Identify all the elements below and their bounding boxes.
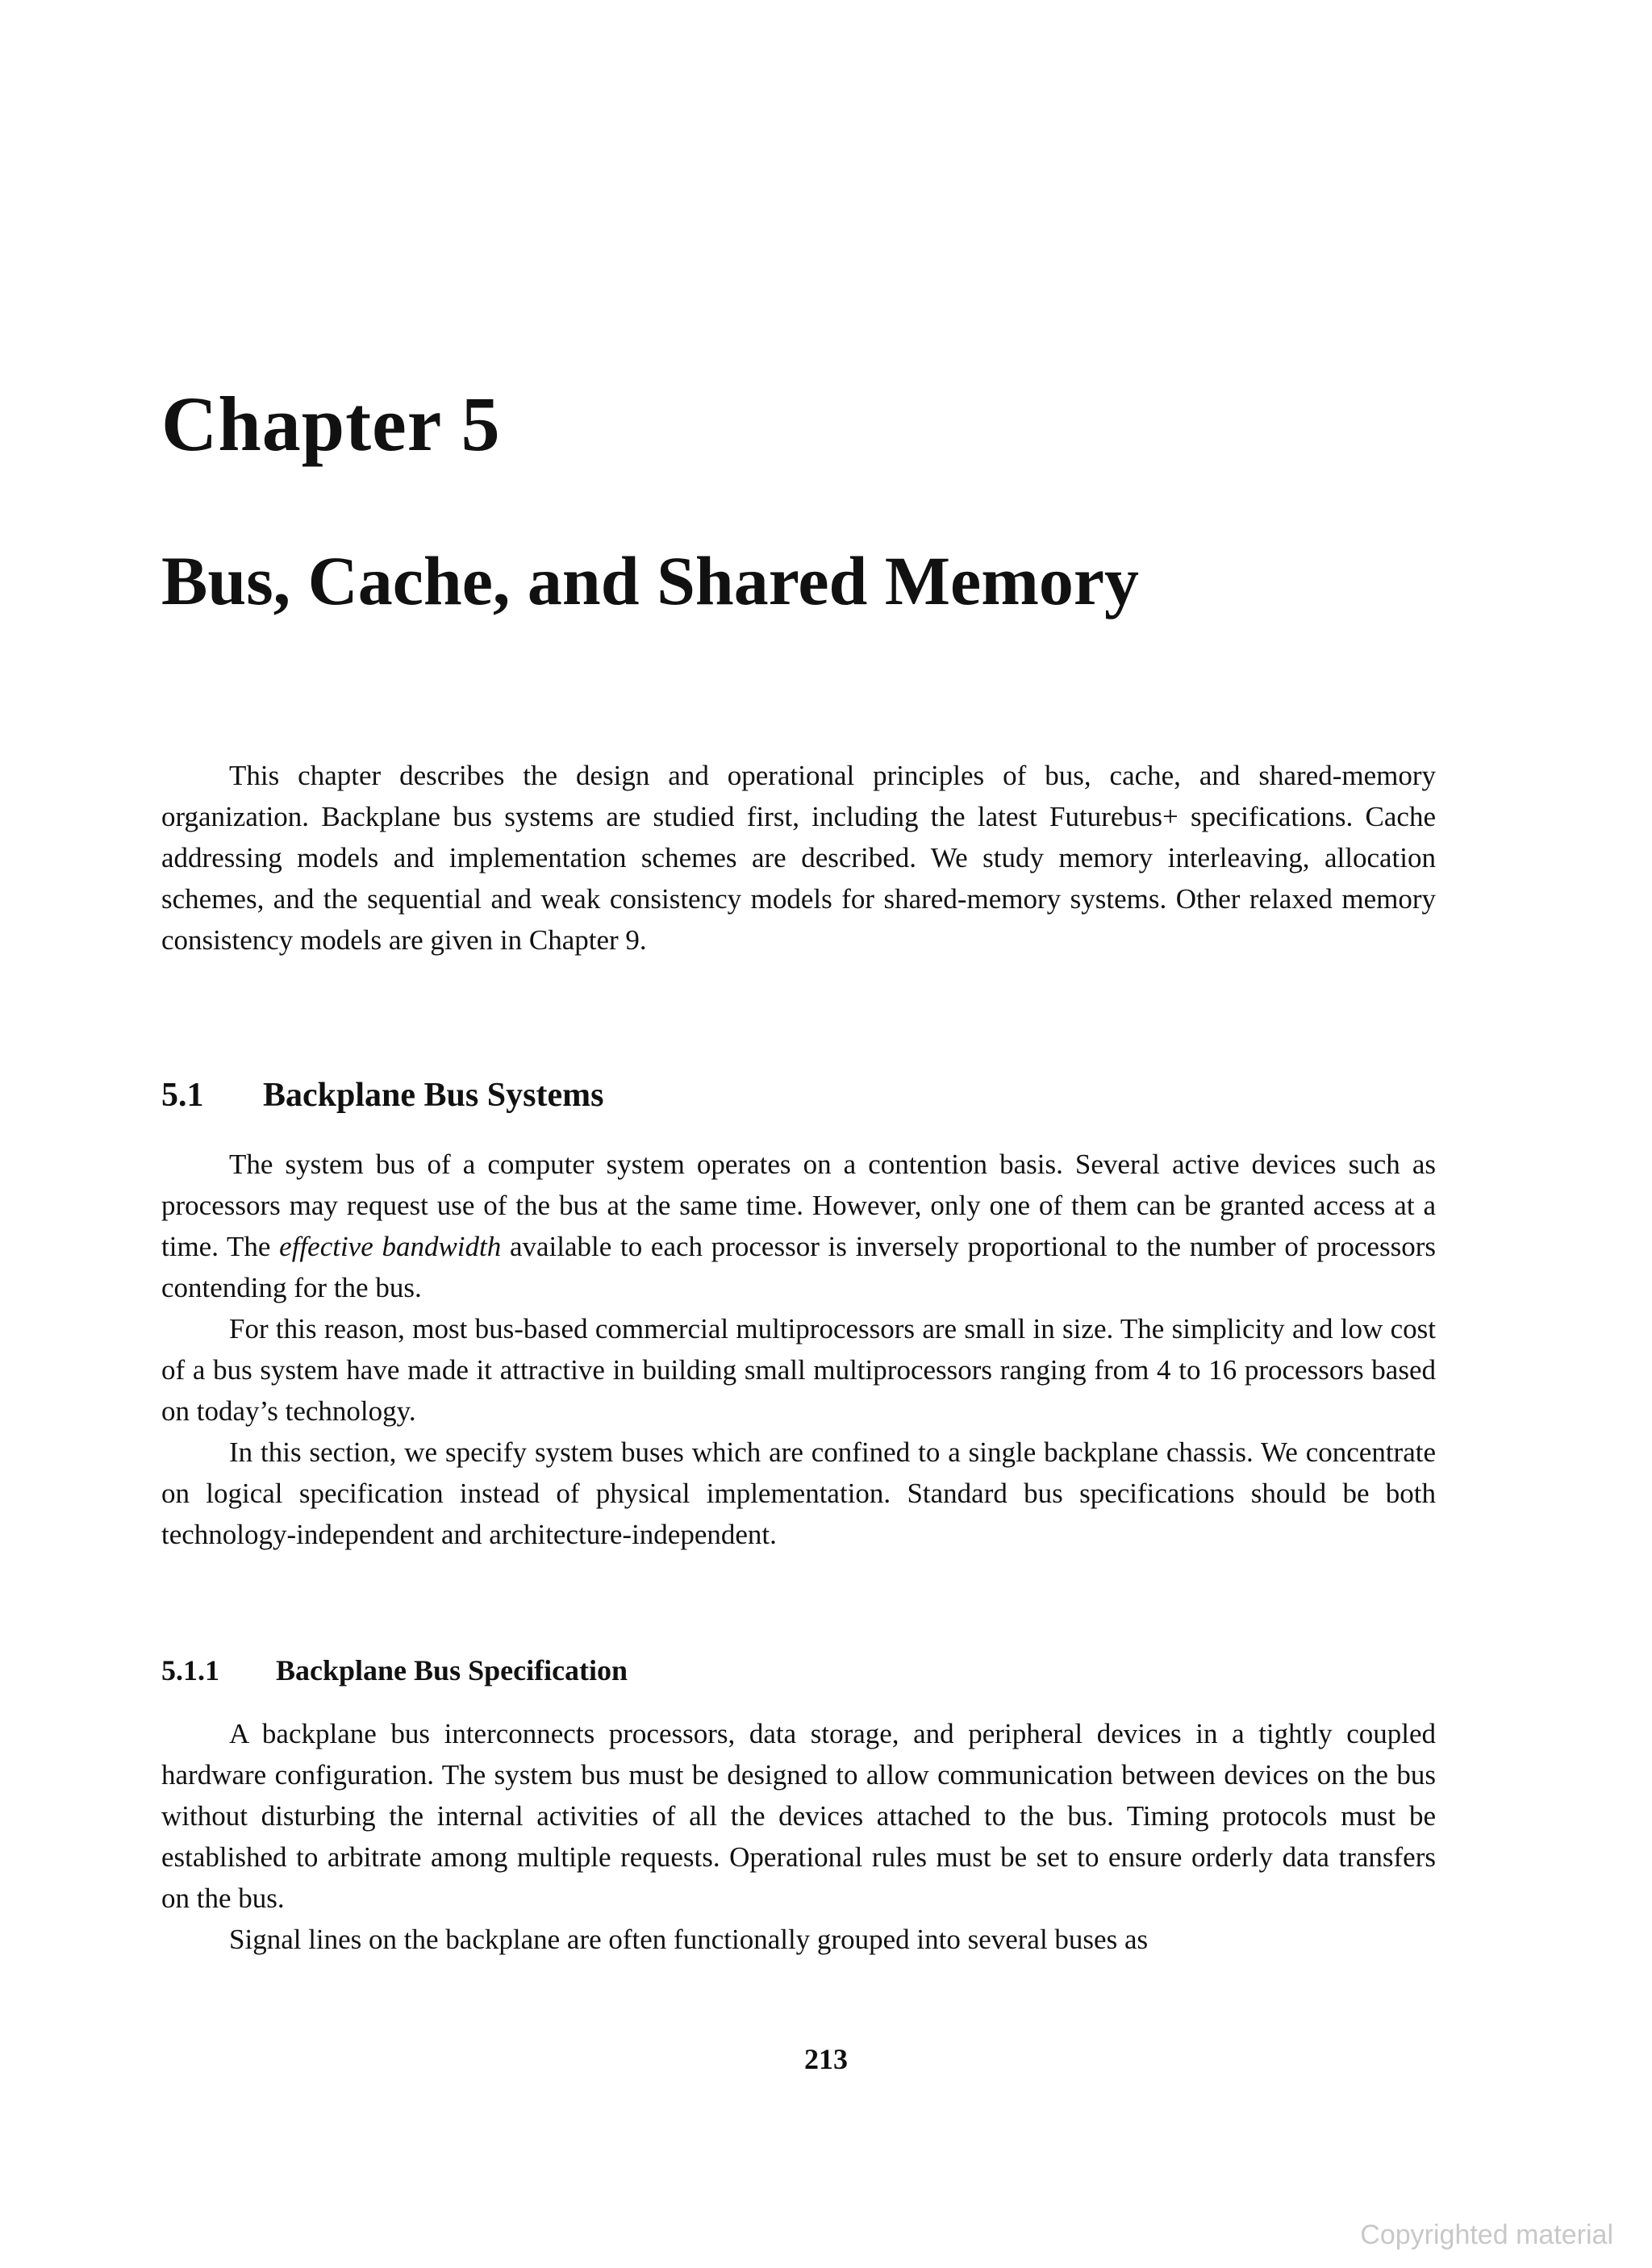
chapter-title: Bus, Cache, and Shared Memory (161, 542, 1140, 619)
section-5-1-1-body (161, 1713, 1436, 1960)
section-5-1-body (161, 1144, 1436, 1555)
section-title: Backplane Bus Systems (263, 1077, 604, 1114)
copyright-watermark: Copyrighted material (1360, 2220, 1613, 2250)
section-number: 5.1 (161, 1077, 204, 1114)
intro-paragraph: This chapter describes the design and operational principles of bus, cache, and shared-memory organization. Backplane bus systems are studied first, including the latest Futurebus+ specifications. Cache addressing models and implementation schemes are described. We study memory interleaving, allocation schemes, and the sequential and weak consistency models for shared-memory systems. Other relaxed memory consistency models are given in Chapter 9. (161, 760, 1436, 956)
page-number: 213 (804, 2043, 848, 2075)
chapter-label: Chapter 5 (161, 381, 501, 467)
subsection-number: 5.1.1 (161, 1654, 219, 1686)
paragraph-text: The system bus of a computer system operates on a contention basis. Several active devices such as processors may request use of the bus at the same time. However, only one of them can be granted access at a time. The (161, 1149, 1436, 1262)
section-5-1-paragraph-3: In this section, we specify system buses which are confined to a single backplane chassis. We concentrate on logical specification instead of physical implementation. Standard bus specifications should be both technology-independent and architecture-independent. (161, 1436, 1436, 1550)
subsection-heading-5-1-1 (161, 1653, 628, 1687)
section-5-1-paragraph-2: For this reason, most bus-based commercial multiprocessors are small in size. The simplicity and low cost of a bus system have made it attractive in building small multiprocessors ranging from 4 to 16 processors based on today’s technology. (161, 1313, 1436, 1427)
section-5-1-1-paragraph-2: Signal lines on the backplane are often functionally grouped into several buses as (229, 1924, 1149, 1955)
paragraph-text: available to each processor is inversely proportional to the number of processors contending for the bus. (161, 1231, 1436, 1303)
section-5-1-paragraph-1 (161, 1144, 1436, 1308)
section-5-1-1-paragraph-1: A backplane bus interconnects processors, data storage, and peripheral devices in a tightly coupled hardware configuration. The system bus must be designed to allow communication between devices on the bus without disturbing the internal activities of all the devices attached to the bus. Timing protocols must be established to arbitrate among multiple requests. Operational rules must be set to ensure orderly data transfers on the bus. (161, 1718, 1436, 1914)
emphasis-term: effective bandwidth (279, 1231, 502, 1262)
section-heading-5-1 (161, 1076, 603, 1115)
subsection-title: Backplane Bus Specification (276, 1654, 628, 1686)
chapter-intro (161, 755, 1436, 961)
